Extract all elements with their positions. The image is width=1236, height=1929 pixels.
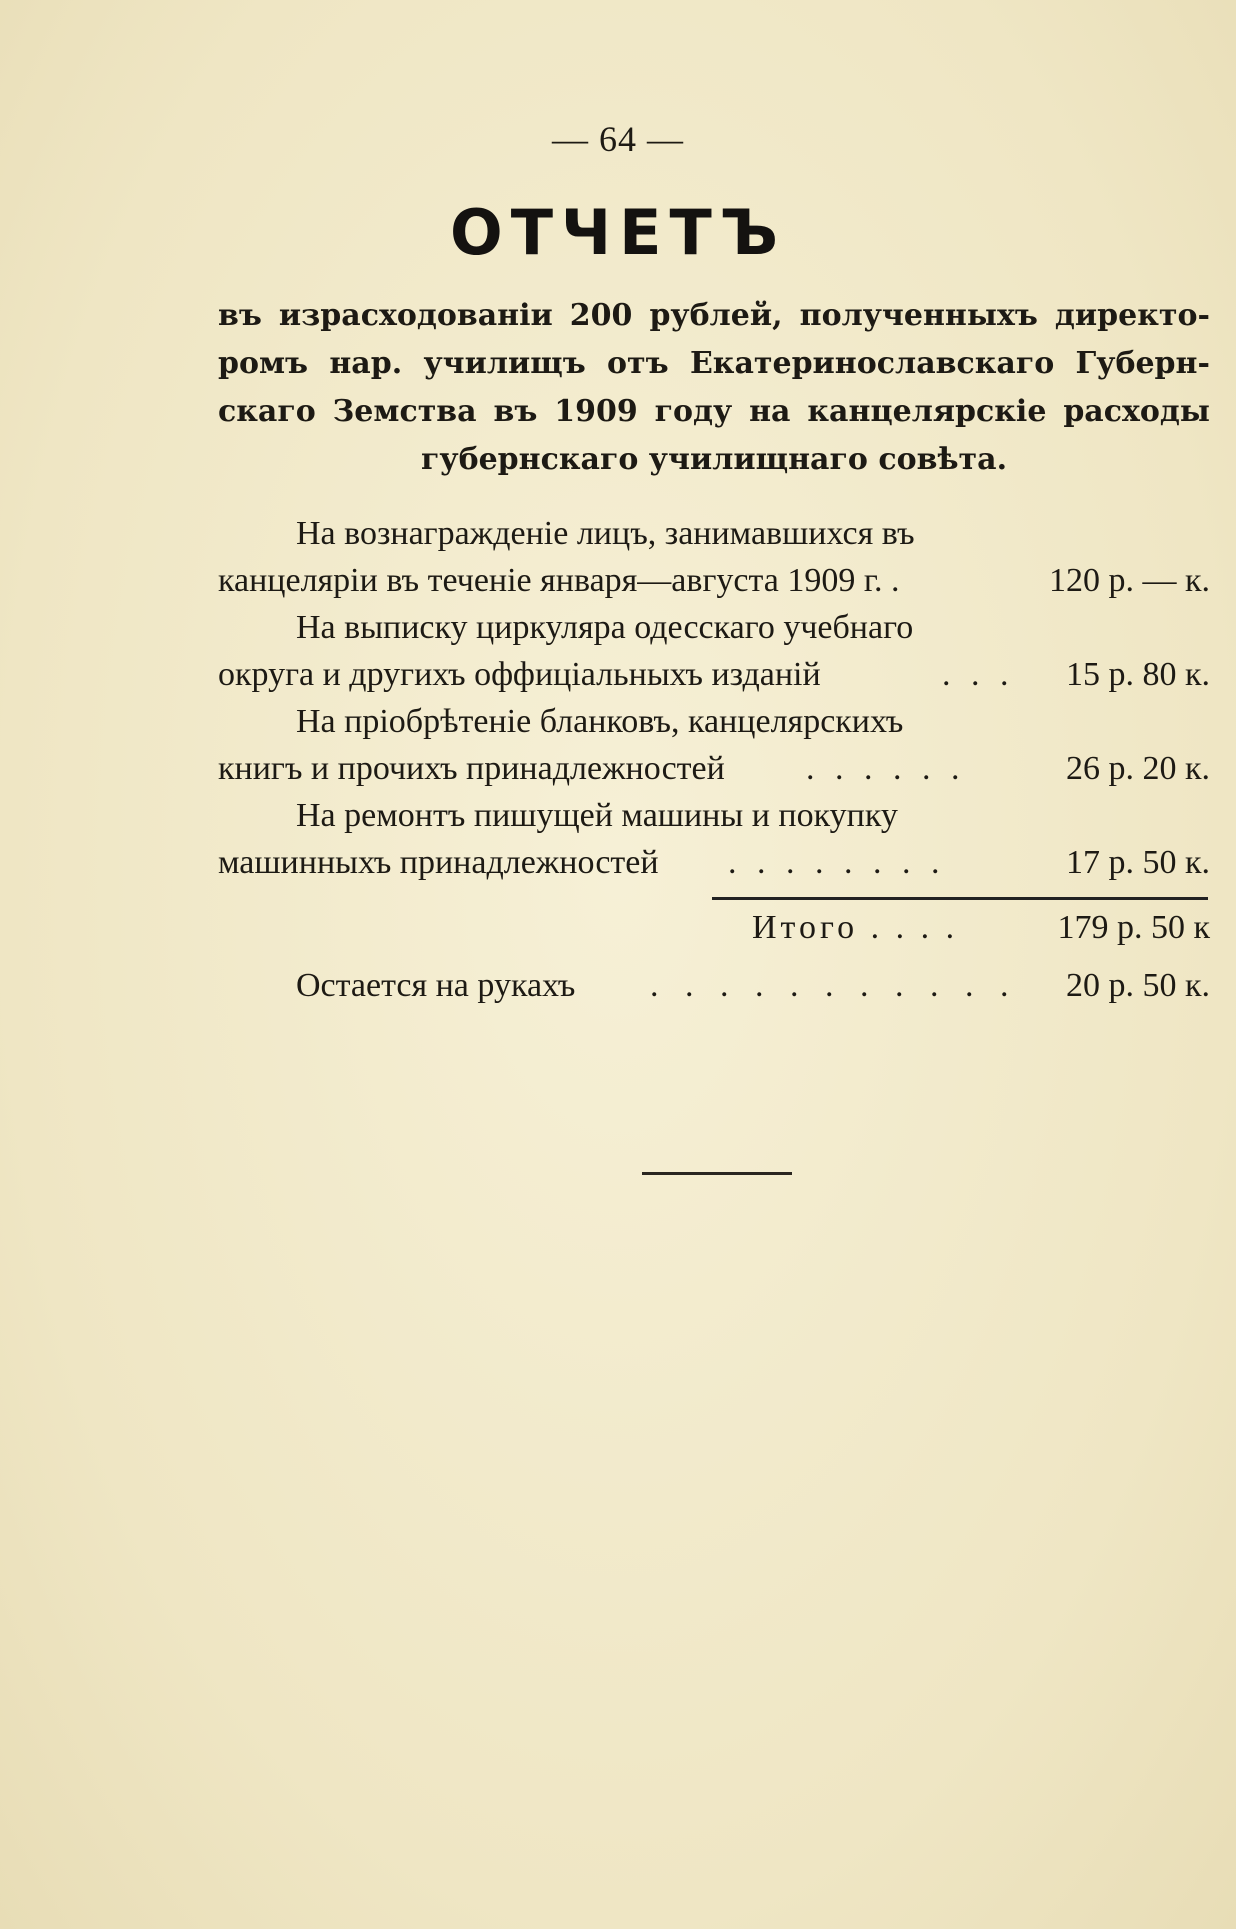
subtitle-word: училищъ [423,346,586,381]
entry-line [218,557,1210,604]
report-title: ОТЧЕТЪ [450,196,786,269]
subtitle-line [218,340,1210,388]
subtitle-word: скаго [218,394,316,429]
report-subtitle [218,292,1210,484]
entry-amount: 17 р. 50 к. [1065,844,1210,881]
entry-line [218,792,1210,839]
subtitle-line [218,388,1210,436]
leader-dots: . . . . . . . . . . . [650,967,1018,1004]
entry-description: На пріобрѣтеніе бланковъ, канцелярскихъ [296,703,904,740]
entry-amount: 15 р. 80 к. [1065,656,1210,693]
entry-description: машинныхъ принадлежностей [218,844,659,881]
entry-line [218,745,1210,792]
subtitle-word: въ [218,298,262,333]
subtitle-word: Земства [332,394,477,429]
entry-amount: 120 р. — к. [1048,562,1210,599]
subtitle-text: губернскаго училищнаго совѣта. [420,442,1008,477]
entry-amount: 26 р. 20 к. [1065,750,1210,787]
page-number: — 64 — [552,119,684,159]
subtitle-word: рублей, [649,298,783,333]
entry-description: округа и другихъ оффиціальныхъ изданій [218,656,821,693]
subtitle-word: израсходованіи [278,298,553,333]
entry-line [218,698,1210,745]
subtitle-word: 200 [569,298,633,333]
subtitle-word: году [654,394,733,429]
entry-description: На ремонтъ пишущей машины и покупку [296,797,898,834]
remaining-label: Остается на рукахъ [296,967,576,1004]
expense-entries [218,510,1210,886]
subtitle-word: Екатеринославскаго [689,346,1055,381]
subtitle-word: нар. [329,346,403,381]
entry-line [218,839,1210,886]
subtitle-word: канцелярскіе [807,394,1047,429]
entry-line [218,651,1210,698]
subtitle-word: отъ [607,346,669,381]
leader-dots: . . . [942,656,1015,693]
entry-description: На выписку циркуляра одесскаго учебнаго [296,609,914,646]
total-label: Итого . . . . [752,909,959,946]
total-rule [712,897,1208,900]
leader-dots: . . . . . . . . [728,844,946,881]
subtitle-line [218,292,1210,340]
subtitle-word: на [749,394,791,429]
remaining-amount: 20 р. 50 к. [1065,967,1210,1004]
subtitle-line-final [218,436,1210,484]
subtitle-word: Губерн- [1075,346,1210,381]
end-rule [642,1172,792,1175]
entry-line [218,604,1210,651]
subtitle-word: директо- [1054,298,1210,333]
total-line [218,904,1210,952]
remaining-line [218,962,1210,1010]
subtitle-word: въ [493,394,538,429]
entry-line [218,510,1210,557]
subtitle-word: полученныхъ [799,298,1038,333]
entry-description: На вознагражденіе лицъ, занимавшихся въ [296,515,915,552]
entry-description: канцеляріи въ теченіе января—августа 1909 г. . [218,562,900,599]
entry-description: книгъ и прочихъ принадлежностей [218,750,725,787]
leader-dots: . . . . . . [806,750,966,787]
subtitle-word: ромъ [218,346,309,381]
total-amount: 179 р. 50 к [1057,909,1210,946]
subtitle-word: 1909 [554,394,638,429]
subtitle-word: расходы [1063,394,1210,429]
